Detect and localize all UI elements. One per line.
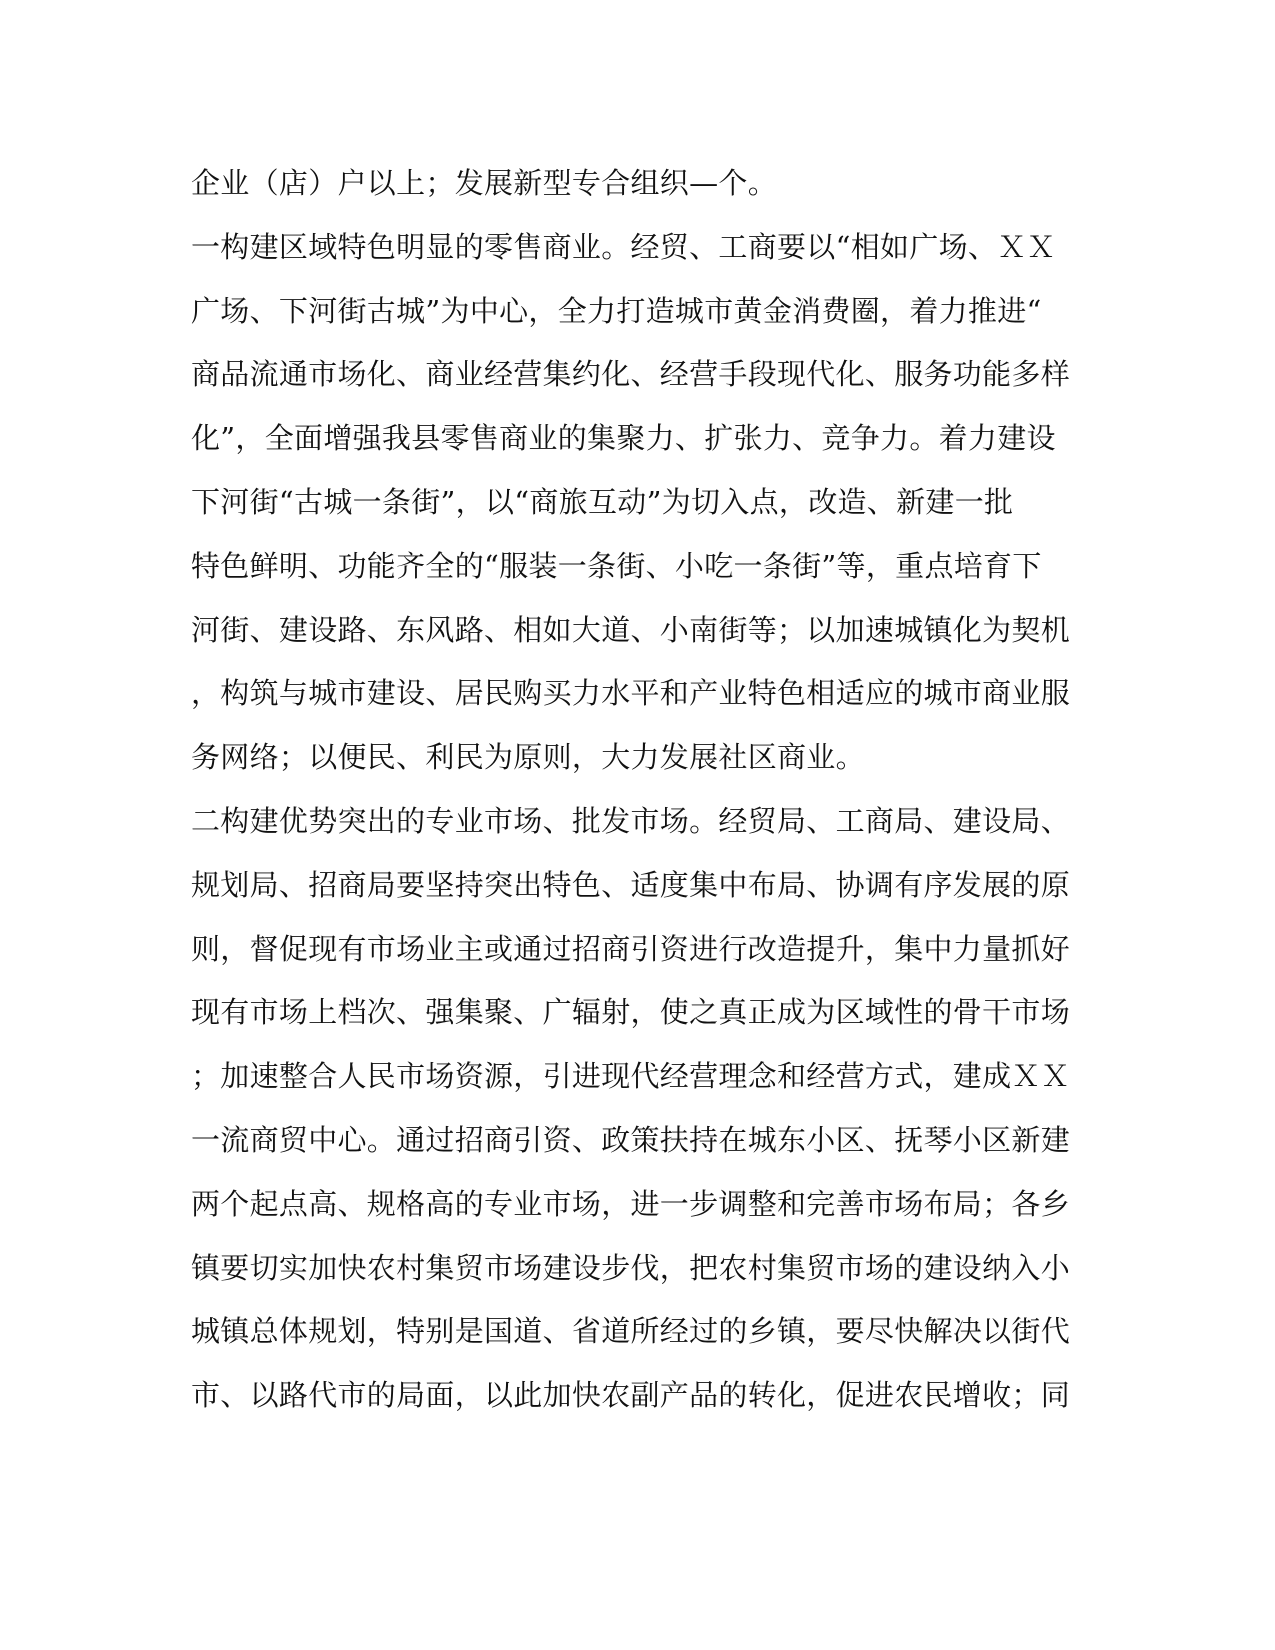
text-line: 务网络；以便民、利民为原则，大力发展社区商业。 [191, 740, 865, 775]
text-line: 规划局、招商局要坚持突出特色、适度集中布局、协调有序发展的原 [191, 867, 1071, 902]
text-line: 城镇总体规划，特别是国道、省道所经过的乡镇，要尽快解决以街代 [191, 1314, 1071, 1349]
text-line: 特色鲜明、功能齐全的“服装一条街、小吃一条街”等，重点培育下 [191, 548, 1042, 583]
text-line: 二构建优势突出的专业市场、批发市场。经贸局、工商局、建设局、 [191, 803, 1071, 838]
text-line: 河街、建设路、东风路、相如大道、小南街等；以加速城镇化为契机 [191, 612, 1071, 647]
text-line: ，构筑与城市建设、居民购买力水平和产业特色相适应的城市商业服 [191, 676, 1071, 711]
text-line: 下河街“古城一条街”，以“商旅互动”为切入点，改造、新建一批 [191, 484, 1014, 519]
text-line: 则，督促现有市场业主或通过招商引资进行改造提升，集中力量抓好 [191, 931, 1071, 966]
text-line: 两个起点高、规格高的专业市场，进一步调整和完善市场布局；各乡 [191, 1186, 1071, 1221]
text-line: 企业（店）户以上；发展新型专合组织—个。 [191, 166, 778, 200]
body-text [191, 152, 1071, 1428]
text-line: 广场、下河街古城”为中心，全力打造城市黄金消费圈，着力推进“ [191, 293, 1042, 328]
text-line: 一构建区域特色明显的零售商业。经贸、工商要以“相如广场、ＸＸ [191, 229, 1056, 264]
text-line: 市、以路代市的局面，以此加快农副产品的转化，促进农民增收；同 [191, 1378, 1071, 1413]
text-line: 现有市场上档次、强集聚、广辐射，使之真正成为区域性的骨干市场 [191, 995, 1071, 1030]
text-line: 镇要切实加快农村集贸市场建设步伐，把农村集贸市场的建设纳入小 [191, 1250, 1071, 1285]
text-line: 一流商贸中心。通过招商引资、政策扶持在城东小区、抚琴小区新建 [191, 1122, 1071, 1157]
text-line: 商品流通市场化、商业经营集约化、经营手段现代化、服务功能多样 [191, 357, 1071, 392]
text-line: ；加速整合人民市场资源，引进现代经营理念和经营方式，建成ＸＸ [191, 1059, 1071, 1094]
text-line: 化”，全面增强我县零售商业的集聚力、扩张力、竞争力。着力建设 [191, 421, 1056, 456]
